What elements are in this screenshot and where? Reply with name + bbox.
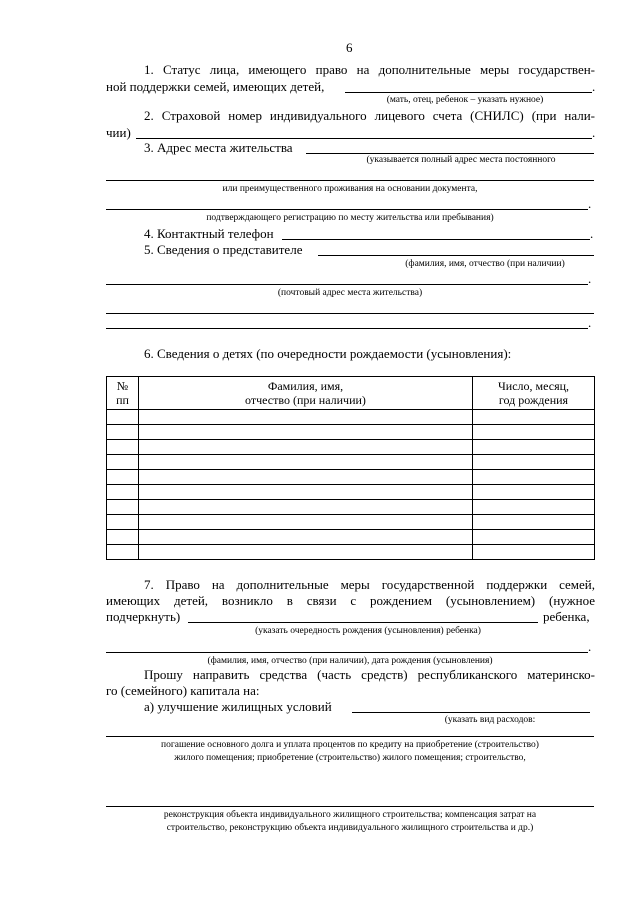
cell-number[interactable] <box>107 410 139 425</box>
cell-birthdate[interactable] <box>473 530 595 545</box>
cell-number[interactable] <box>107 545 139 560</box>
cell-birthdate[interactable] <box>473 410 595 425</box>
address-field-3[interactable] <box>106 209 588 210</box>
address-field-2[interactable] <box>106 180 594 181</box>
header-number <box>107 377 139 410</box>
representative-address-field-1[interactable] <box>106 284 588 285</box>
expense-caption-5: строительство, реконструкцию объекта индивидуального жилищного строительства и др.) <box>166 823 534 833</box>
birth-order-caption: (указать очередность рождения (усыновления) ребенка) <box>255 626 481 636</box>
cell-fullname[interactable] <box>139 425 473 440</box>
representative-address-caption: (почтовый адрес места жительства) <box>277 288 423 298</box>
item4-end: . <box>590 226 594 241</box>
table-row <box>107 440 595 455</box>
status-caption: (мать, отец, ребенок – указать нужное) <box>386 95 544 105</box>
snils-field[interactable] <box>136 138 592 139</box>
item5-end1: . <box>588 271 592 286</box>
option-a-label: а) улучшение жилищных условий <box>144 699 332 714</box>
item2-line2: чии) <box>106 125 131 140</box>
expense-caption-3: жилого помещения; приобретение (строительство) жилого помещения; строительство, <box>174 753 526 763</box>
item1-line2: ной поддержки семей, имеющих детей, <box>106 79 325 94</box>
expense-field-2[interactable] <box>106 736 594 737</box>
item1-end: . <box>592 79 596 94</box>
cell-fullname[interactable] <box>139 470 473 485</box>
table-row <box>107 455 595 470</box>
address-caption-3: подтверждающего регистрацию по месту жительства или пребывания) <box>206 213 494 223</box>
item7-line2: имеющих детей, возникло в связи с рождением (усыновлением) (нужное <box>106 593 595 608</box>
address-caption-2: или преимущественного проживания на основании документа, <box>222 184 478 194</box>
item2-end: . <box>592 125 596 140</box>
expense-caption-4: реконструкция объекта индивидуального жилищного строительства; компенсация затрат на <box>163 810 537 820</box>
cell-number[interactable] <box>107 485 139 500</box>
cell-fullname[interactable] <box>139 455 473 470</box>
cell-fullname[interactable] <box>139 500 473 515</box>
cell-fullname[interactable] <box>139 545 473 560</box>
cell-fullname[interactable] <box>139 530 473 545</box>
item7-end: . <box>588 639 592 654</box>
item7-line1: 7. Право на дополнительные меры государственной поддержки семей, <box>144 577 595 592</box>
table-row <box>107 500 595 515</box>
cell-fullname[interactable] <box>139 410 473 425</box>
expense-caption-2: погашение основного долга и уплата процентов по кредиту на приобретение (строительство) <box>161 740 539 750</box>
header-fullname-line1: Фамилия, имя, <box>267 379 344 393</box>
header-number-line2: пп <box>116 393 129 407</box>
table-row <box>107 470 595 485</box>
item7-line3-start: подчеркнуть) <box>106 609 181 624</box>
cell-fullname[interactable] <box>139 515 473 530</box>
representative-name-field[interactable] <box>318 255 594 256</box>
representative-address-field-3[interactable] <box>106 328 588 329</box>
table-row <box>107 485 595 500</box>
item5-end2: . <box>588 315 592 330</box>
table-row <box>107 425 595 440</box>
children-table <box>106 376 595 560</box>
cell-number[interactable] <box>107 425 139 440</box>
cell-birthdate[interactable] <box>473 500 595 515</box>
item6-title: 6. Сведения о детях (по очередности рождаемости (усыновления): <box>144 346 512 361</box>
header-fullname <box>139 377 473 410</box>
page-number: 6 <box>346 40 353 55</box>
request-line2: го (семейного) капитала на: <box>106 683 260 698</box>
item7-line3-end: ребенка, <box>543 609 590 624</box>
item2-line1: 2. Страховой номер индивидуального лицевого счета (СНИЛС) (при нали- <box>144 108 595 123</box>
address-caption-1: (указывается полный адрес места постоянного <box>366 155 556 165</box>
children-table-header <box>107 377 595 410</box>
cell-number[interactable] <box>107 455 139 470</box>
child-name-field[interactable] <box>106 652 588 653</box>
request-line1: Прошу направить средства (часть средств) республиканского материнско- <box>144 667 595 682</box>
birth-order-field[interactable] <box>188 622 538 623</box>
table-row <box>107 410 595 425</box>
header-birthdate-line2: год рождения <box>498 393 569 407</box>
cell-birthdate[interactable] <box>473 545 595 560</box>
expense-type-field[interactable] <box>352 712 590 713</box>
cell-birthdate[interactable] <box>473 455 595 470</box>
header-fullname-line2: отчество (при наличии) <box>245 393 366 407</box>
table-row <box>107 515 595 530</box>
cell-birthdate[interactable] <box>473 515 595 530</box>
cell-number[interactable] <box>107 500 139 515</box>
cell-number[interactable] <box>107 530 139 545</box>
header-birthdate <box>473 377 595 410</box>
table-row <box>107 530 595 545</box>
phone-field[interactable] <box>282 239 590 240</box>
cell-birthdate[interactable] <box>473 470 595 485</box>
representative-name-caption: (фамилия, имя, отчество (при наличии) <box>405 259 565 269</box>
cell-number[interactable] <box>107 440 139 455</box>
representative-address-field-2[interactable] <box>106 313 594 314</box>
item4-label: 4. Контактный телефон <box>144 226 274 241</box>
header-number-line1: № <box>116 379 129 393</box>
cell-birthdate[interactable] <box>473 485 595 500</box>
item1-line1: 1. Статус лица, имеющего право на дополнительные меры государствен- <box>144 62 595 77</box>
expense-field-3[interactable] <box>106 806 594 807</box>
cell-number[interactable] <box>107 470 139 485</box>
child-name-caption: (фамилия, имя, отчество (при наличии), дата рождения (усыновления) <box>207 656 493 666</box>
header-birthdate-line1: Число, месяц, <box>497 379 570 393</box>
status-field[interactable] <box>345 92 592 93</box>
cell-birthdate[interactable] <box>473 440 595 455</box>
cell-number[interactable] <box>107 515 139 530</box>
cell-fullname[interactable] <box>139 485 473 500</box>
item3-label: 3. Адрес места жительства <box>144 140 293 155</box>
expense-caption-1: (указать вид расходов: <box>444 715 536 725</box>
cell-birthdate[interactable] <box>473 425 595 440</box>
cell-fullname[interactable] <box>139 440 473 455</box>
item5-label: 5. Сведения о представителе <box>144 242 303 257</box>
item3-end: . <box>588 196 592 211</box>
table-row <box>107 545 595 560</box>
